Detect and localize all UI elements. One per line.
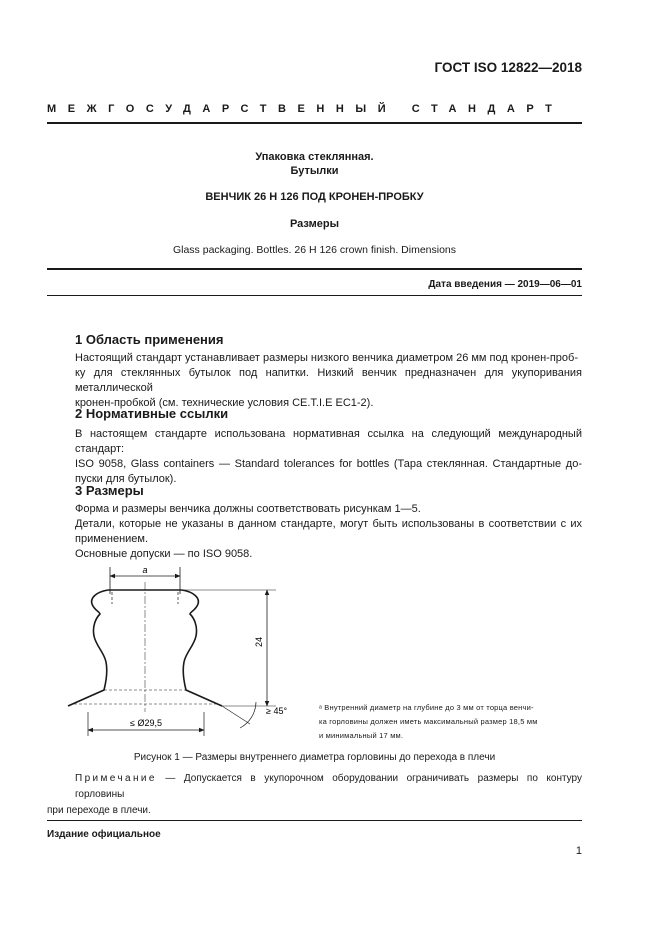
header-rule [47,122,582,124]
footnote-line-1: ᵃ Внутренний диаметр на глубине до 3 мм от торца венчи- [319,703,534,712]
section-2-line-2: ISO 9058, Glass containers — Standard tolerances for bottles (Тара стеклянная. Стандартные до- [75,458,582,470]
section-2-line-1: В настоящем стандарте использована нормативная ссылка на следующий международный стандарт: [75,428,582,455]
title-main: ВЕНЧИК 26 Н 126 ПОД КРОНЕН-ПРОБКУ [205,191,424,203]
section-2-line-3: пуски для бутылок). [75,473,177,485]
figure-footnote [319,701,582,743]
page-number: 1 [575,845,582,857]
footer-rule [47,820,582,821]
angle-label: ≥ 45° [266,706,288,716]
title-line-1: Упаковка стеклянная. [255,151,374,163]
dimension-a-label: a [142,565,148,575]
edition-label: Издание официальное [47,829,161,840]
introduction-date: Дата введения — 2019—06—01 [428,279,582,290]
section-3-line-2: Детали, которые не указаны в данном стандарте, могут быть использованы в соответствии с их [75,518,582,530]
section-1-body [75,351,582,411]
section-1-line-2: ку для стеклянных бутылок под напитки. Низкий венчик предназначен для укупоривания металлической [75,367,582,394]
dimension-diameter-label: ≤ Ø29,5 [130,718,162,728]
section-1-title: 1 Область применения [75,332,224,347]
section-3-body [75,502,582,562]
dimension-height-label: 24 [254,636,264,648]
section-3-title: 3 Размеры [75,483,144,498]
title-sub: Размеры [289,218,339,230]
section-2-title: 2 Нормативные ссылки [75,406,229,421]
title-english: Glass packaging. Bottles. 26 H 126 crown finish. Dimensions [172,244,457,256]
section-1-line-1: Настоящий стандарт устанавливает размеры низкого венчика диаметром 26 мм под кронен-проб- [75,352,578,364]
figure-1-crown-finish-drawing [60,562,300,742]
section-3-line-3: применением. [75,533,149,545]
note-label: Примечание [75,773,157,784]
title-line-2: Бутылки [290,165,339,177]
note-line-1: — Допускается в укупорочном оборудовании ограничивать размеры по контуру горловины [75,773,582,800]
footnote-line-2: ка горловины должен иметь максимальный размер 18,5 мм [319,717,538,726]
section-1-line-3: кронен-пробкой (см. технические условия CE.T.I.E EC1-2). [75,397,374,409]
note [47,771,582,819]
section-2-body [75,427,582,487]
document-code: ГОСТ ISO 12822—2018 [434,60,582,75]
note-line-2: при переходе в плечи. [47,805,151,816]
section-3-line-1: Форма и размеры венчика должны соответствовать рисункам 1—5. [75,503,421,515]
interstate-standard-banner: МЕЖГОСУДАРСТВЕННЫЙ СТАНДАРТ [47,103,564,115]
footnote-line-3: и минимальный 17 мм. [319,731,404,740]
date-rule [47,295,582,296]
section-3-line-4: Основные допуски — по ISO 9058. [75,548,253,560]
figure-1-caption: Рисунок 1 — Размеры внутреннего диаметра горловины до перехода в плечи [133,752,496,763]
title-rule [47,268,582,270]
